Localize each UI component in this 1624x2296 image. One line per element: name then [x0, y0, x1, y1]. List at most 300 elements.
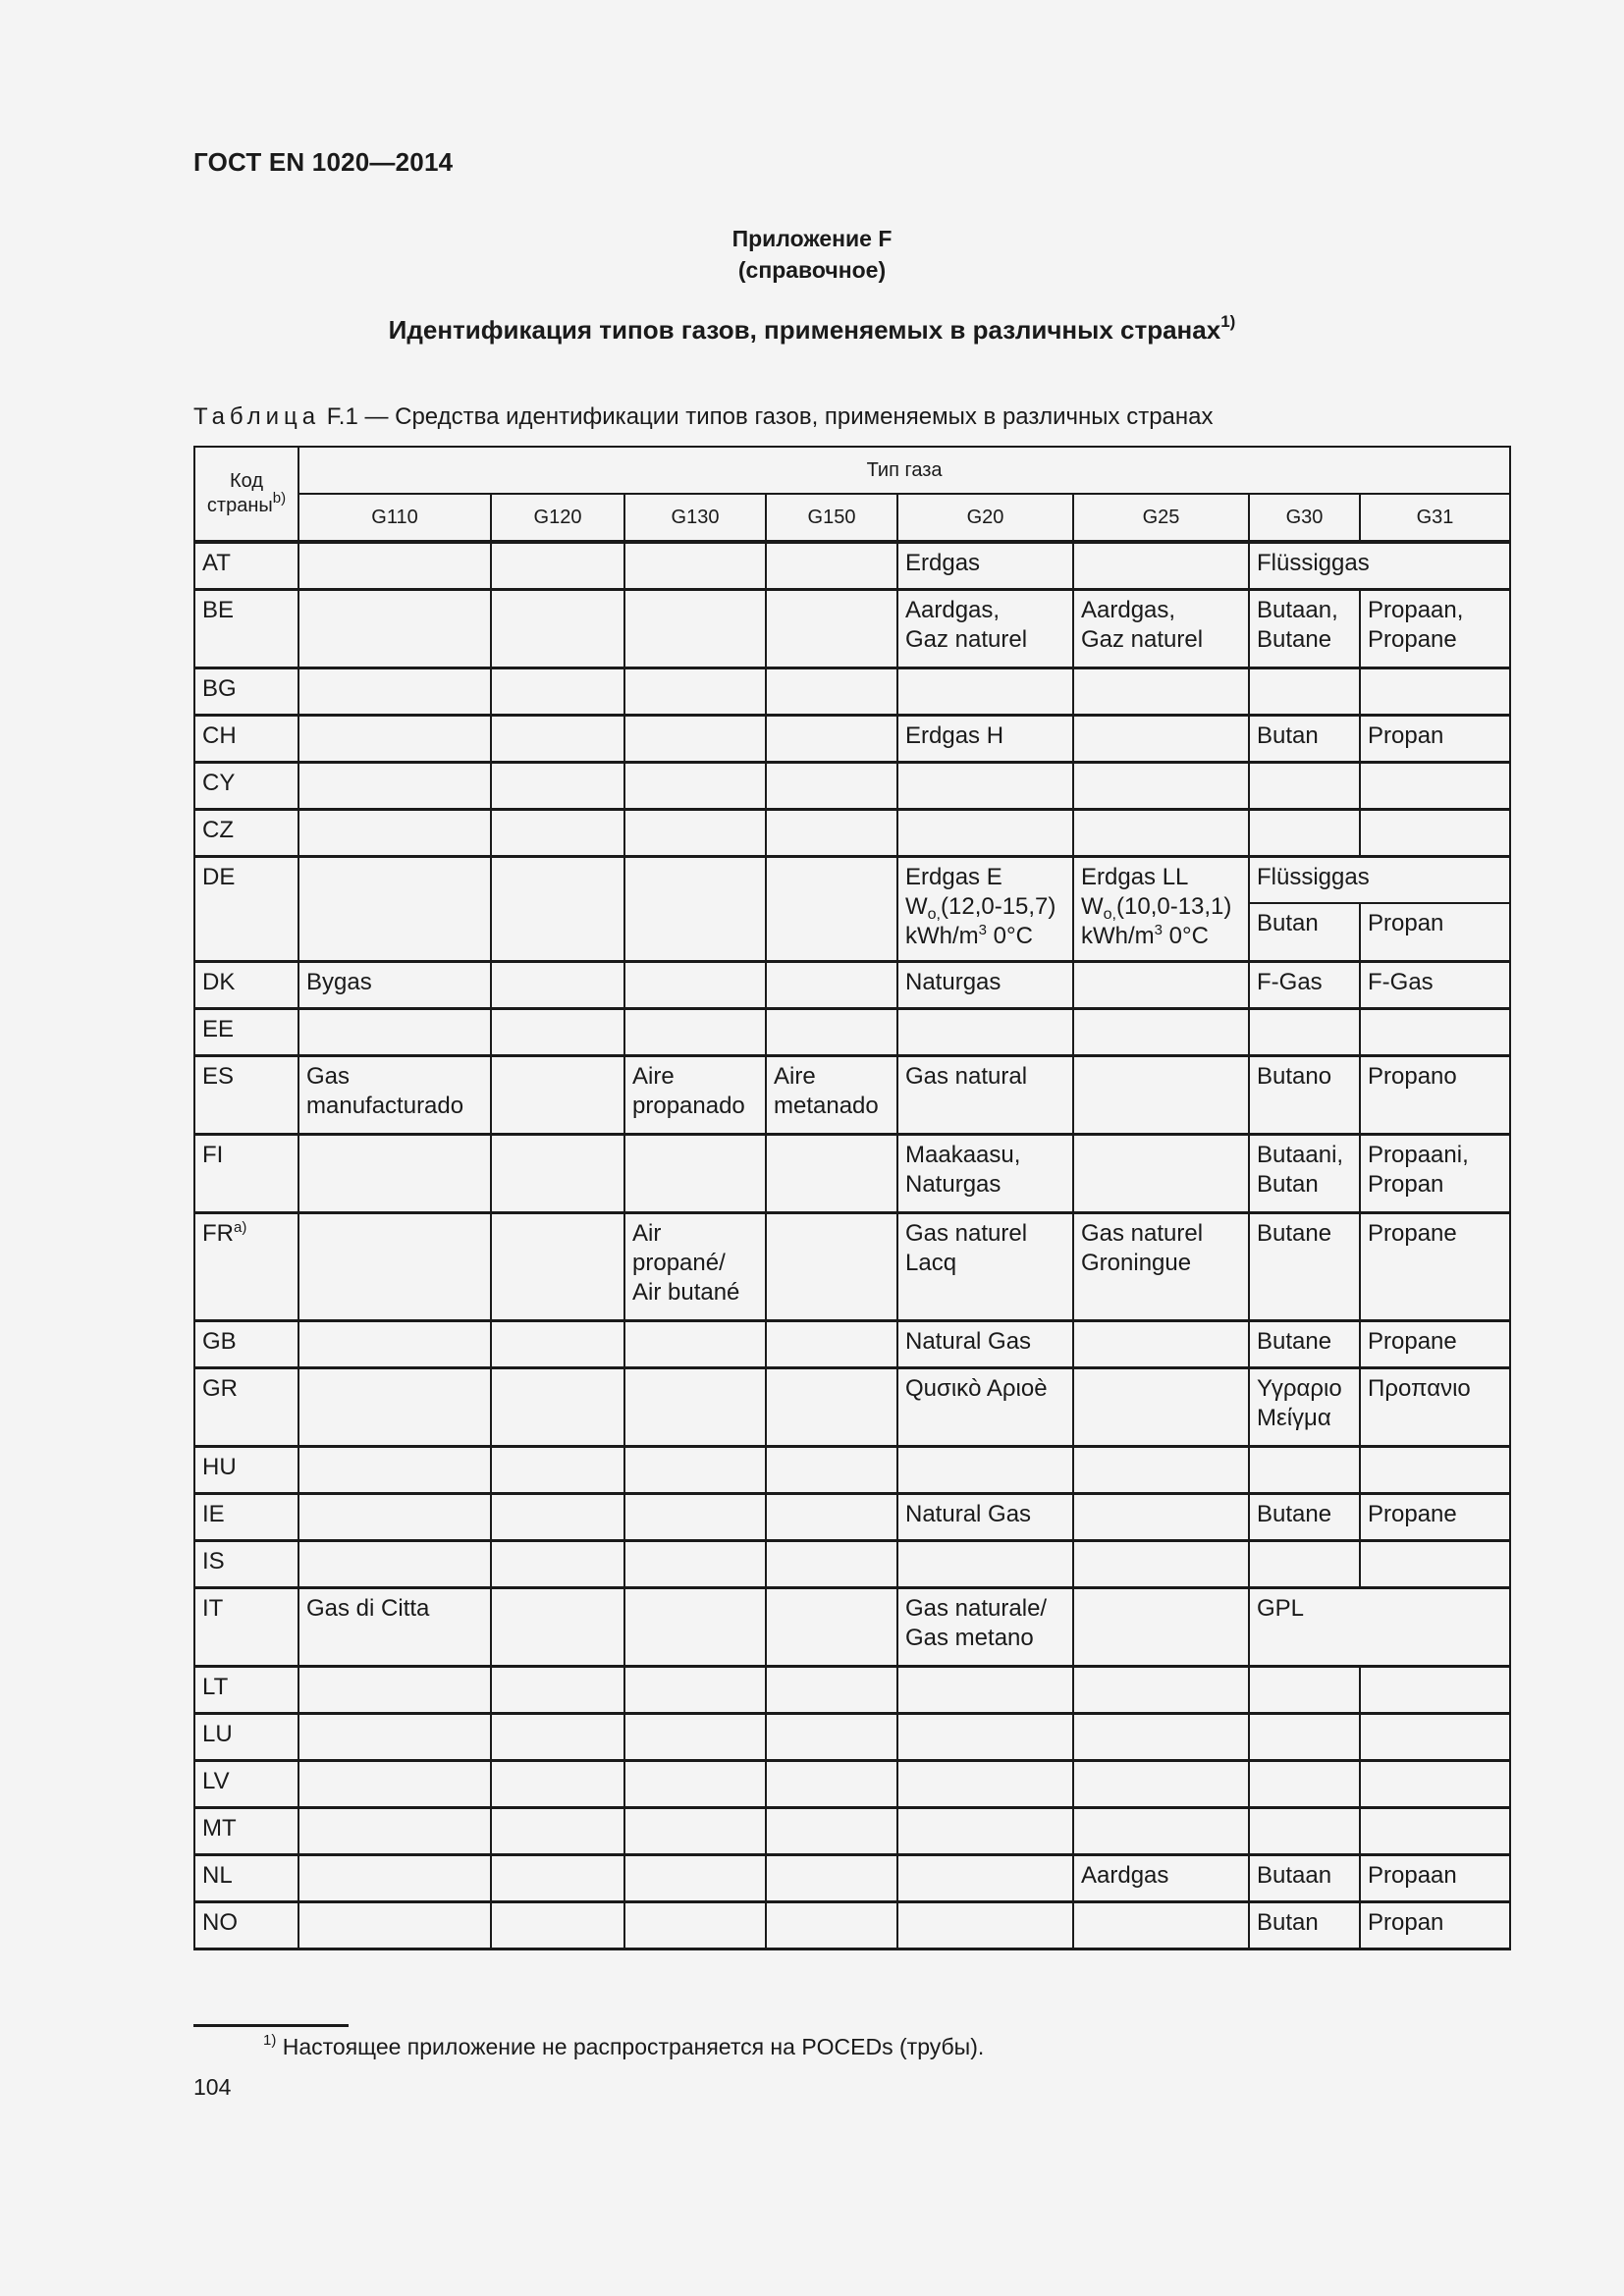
table-row [194, 1446, 1510, 1493]
g30-cell: F-Gas [1249, 961, 1360, 1008]
g20-cell: Aardgas, Gaz naturel [897, 589, 1073, 667]
g20-cell [897, 1854, 1073, 1901]
g20-cell: Erdgas H [897, 715, 1073, 762]
table-row [194, 856, 1510, 903]
country-code: IE [202, 1500, 225, 1527]
g130-cell [624, 1540, 766, 1587]
g30-g31-cell: Flüssiggas [1249, 542, 1510, 589]
table-row [194, 1055, 1510, 1134]
g120-cell [491, 1807, 624, 1854]
table-row [194, 589, 1510, 667]
g130-cell [624, 1760, 766, 1807]
g20-cell [897, 762, 1073, 809]
g20-cell [897, 809, 1073, 856]
footnote-mark: 1) [263, 2032, 277, 2049]
g30-cell: Butano [1249, 1055, 1360, 1134]
column-header-g25: G25 [1073, 494, 1249, 542]
g150-cell [766, 1367, 897, 1446]
measure-name: Erdgas LL [1081, 863, 1189, 890]
g110-cell [298, 1134, 491, 1212]
g150-cell [766, 961, 897, 1008]
g30-cell: Butaan, Butane [1249, 589, 1360, 667]
table-row [194, 1212, 1510, 1320]
g150-cell [766, 1212, 897, 1320]
country-code-cell [194, 542, 298, 589]
g120-cell [491, 1854, 624, 1901]
country-code: BE [202, 596, 235, 623]
g20-cell: Natural Gas [897, 1493, 1073, 1540]
country-code-header [194, 447, 298, 542]
country-code: GR [202, 1374, 238, 1402]
g150-cell [766, 809, 897, 856]
g31-cell [1360, 1807, 1510, 1854]
table-caption-prefix: Таблица [193, 403, 321, 430]
g30-cell [1249, 1760, 1360, 1807]
g20-cell: Gas natural [897, 1055, 1073, 1134]
country-code-note: a) [234, 1218, 247, 1236]
g25-cell: Gas naturel Groningue [1073, 1212, 1249, 1320]
g30-cell: Butane [1249, 1320, 1360, 1367]
country-code: ES [202, 1062, 235, 1090]
g20-cell: Natural Gas [897, 1320, 1073, 1367]
g20-cell [897, 856, 1073, 961]
table-row [194, 1134, 1510, 1212]
g150-cell [766, 1854, 897, 1901]
g25-cell [1073, 1320, 1249, 1367]
g130-cell [624, 1587, 766, 1666]
country-code: GB [202, 1327, 237, 1355]
g20-cell: Gas naturel Lacq [897, 1212, 1073, 1320]
g130-cell [624, 1008, 766, 1055]
country-code: LT [202, 1673, 229, 1700]
measure-temp: 0°C [987, 922, 1033, 949]
g31-cell [1360, 762, 1510, 809]
g31-cell [1360, 1760, 1510, 1807]
g110-cell [298, 1008, 491, 1055]
g20-cell: Maakaasu, Naturgas [897, 1134, 1073, 1212]
country-code-cell [194, 1055, 298, 1134]
country-code-cell [194, 589, 298, 667]
table-caption [193, 403, 1213, 431]
country-code-cell [194, 1540, 298, 1587]
g150-cell: Aire metanado [766, 1055, 897, 1134]
footnote-text: Настоящее приложение не распространяется на POCEDs (трубы). [282, 2034, 985, 2059]
g20-cell [897, 1008, 1073, 1055]
g150-cell [766, 1760, 897, 1807]
g110-cell [298, 809, 491, 856]
g110-cell [298, 1446, 491, 1493]
g120-cell [491, 1446, 624, 1493]
g150-cell [766, 856, 897, 961]
g30-cell [1249, 809, 1360, 856]
g130-cell [624, 1713, 766, 1760]
g31-cell: Propan [1360, 715, 1510, 762]
table-row [194, 1367, 1510, 1446]
g25-cell [1073, 1493, 1249, 1540]
g31-cell [1360, 1713, 1510, 1760]
g120-cell [491, 1760, 624, 1807]
column-header-g30: G30 [1249, 494, 1360, 542]
g20-cell [897, 1713, 1073, 1760]
g25-cell: Aardgas, Gaz naturel [1073, 589, 1249, 667]
table-row [194, 1807, 1510, 1854]
column-header-g20: G20 [897, 494, 1073, 542]
g120-cell [491, 1008, 624, 1055]
g120-cell [491, 1212, 624, 1320]
table-row [194, 1493, 1510, 1540]
g30-cell [1249, 1713, 1360, 1760]
g150-cell [766, 667, 897, 715]
g110-cell [298, 542, 491, 589]
country-code: BG [202, 674, 237, 702]
g30-cell: Butaan [1249, 1854, 1360, 1901]
g20-cell: Naturgas [897, 961, 1073, 1008]
g25-cell [1073, 1587, 1249, 1666]
annex-title-text: Идентификация типов газов, применяемых в различных странах [388, 315, 1221, 345]
g25-cell [1073, 1666, 1249, 1713]
measure-temp: 0°C [1163, 922, 1209, 949]
g20-cell [897, 1446, 1073, 1493]
g30-cell: Butane [1249, 1493, 1360, 1540]
g25-cell [1073, 961, 1249, 1008]
g25-cell [1073, 1760, 1249, 1807]
g120-cell [491, 1134, 624, 1212]
g120-cell [491, 589, 624, 667]
g20-cell [897, 1760, 1073, 1807]
g120-cell [491, 667, 624, 715]
country-code: NO [202, 1908, 238, 1936]
g110-cell [298, 1212, 491, 1320]
g130-cell [624, 856, 766, 961]
table-row [194, 1587, 1510, 1666]
measure-w-sub: o, [1103, 905, 1116, 923]
g130-cell [624, 961, 766, 1008]
country-code-cell [194, 1587, 298, 1666]
measure-unit: kWh/m [1081, 922, 1155, 949]
g110-cell: Bygas [298, 961, 491, 1008]
country-code-header-note: b) [272, 490, 287, 507]
country-code: CH [202, 721, 237, 749]
country-code-cell [194, 1134, 298, 1212]
g150-cell [766, 1446, 897, 1493]
g25-cell [1073, 809, 1249, 856]
country-code-header-text: Код страны [206, 470, 273, 516]
measure-unit-sup: 3 [978, 921, 988, 938]
g25-cell [1073, 856, 1249, 961]
country-code: LU [202, 1720, 233, 1747]
g120-cell [491, 1367, 624, 1446]
g31-cell [1360, 809, 1510, 856]
country-code: AT [202, 550, 231, 576]
country-code-cell [194, 1807, 298, 1854]
g25-cell [1073, 1446, 1249, 1493]
table-row [194, 667, 1510, 715]
footnote-divider [193, 2024, 349, 2027]
country-code-cell: DE [194, 856, 298, 961]
g30-cell [1249, 1008, 1360, 1055]
g120-cell [491, 856, 624, 961]
g120-cell [491, 1055, 624, 1134]
annex-title-note: 1) [1220, 312, 1236, 331]
g110-cell [298, 715, 491, 762]
g150-cell [766, 1587, 897, 1666]
table-row [194, 809, 1510, 856]
table-row [194, 1666, 1510, 1713]
g31-cell [1360, 1666, 1510, 1713]
g30-cell: Υγραριο Μείγμα [1249, 1367, 1360, 1446]
footnote [263, 2034, 984, 2060]
g130-cell [624, 1493, 766, 1540]
g130-cell [624, 1367, 766, 1446]
annex-title [0, 312, 1624, 346]
measure-w-sub: o, [927, 905, 941, 923]
g120-cell [491, 1493, 624, 1540]
g130-cell [624, 809, 766, 856]
g150-cell [766, 1320, 897, 1367]
measure-w: W [1081, 892, 1104, 920]
measure-range: (12,0-15,7) [941, 892, 1056, 920]
country-code-cell [194, 1367, 298, 1446]
table-row [194, 1854, 1510, 1901]
country-code-cell [194, 1320, 298, 1367]
column-header-g150: G150 [766, 494, 897, 542]
country-code-cell [194, 1008, 298, 1055]
g31-cell: Propaan [1360, 1854, 1510, 1901]
country-code: HU [202, 1453, 237, 1480]
g130-cell [624, 1807, 766, 1854]
country-code: CY [202, 769, 236, 796]
g150-cell [766, 1134, 897, 1212]
country-code-cell [194, 715, 298, 762]
g20-cell [897, 1901, 1073, 1949]
g110-cell [298, 1713, 491, 1760]
g150-cell [766, 542, 897, 589]
g25-cell [1073, 762, 1249, 809]
country-code-cell [194, 1760, 298, 1807]
g120-cell [491, 1666, 624, 1713]
g31-cell: Propane [1360, 1212, 1510, 1320]
g31-cell [1360, 1446, 1510, 1493]
country-code: NL [202, 1861, 233, 1889]
g30-cell [1249, 667, 1360, 715]
g31-cell [1360, 1540, 1510, 1587]
g120-cell [491, 961, 624, 1008]
country-code: LV [202, 1767, 230, 1794]
g130-cell [624, 1901, 766, 1949]
g150-cell [766, 1008, 897, 1055]
country-code: DK [202, 968, 236, 995]
country-code-cell [194, 1666, 298, 1713]
g150-cell [766, 1493, 897, 1540]
table-row [194, 542, 1510, 589]
g25-cell [1073, 667, 1249, 715]
table-row [194, 1760, 1510, 1807]
gas-identification-table [193, 446, 1511, 1950]
g150-cell [766, 762, 897, 809]
g30-cell [1249, 762, 1360, 809]
column-header-g130: G130 [624, 494, 766, 542]
g120-cell [491, 1901, 624, 1949]
column-header-g120: G120 [491, 494, 624, 542]
g120-cell [491, 1540, 624, 1587]
g110-cell [298, 856, 491, 961]
table-body [194, 542, 1510, 1949]
g130-cell [624, 1854, 766, 1901]
measure-unit: kWh/m [905, 922, 979, 949]
g120-cell [491, 1320, 624, 1367]
country-code-cell [194, 667, 298, 715]
page-number: 104 [193, 2074, 232, 2100]
measure-w: W [905, 892, 928, 920]
g30-cell [1249, 1666, 1360, 1713]
column-header-g31: G31 [1360, 494, 1510, 542]
table-row [194, 1008, 1510, 1055]
g150-cell [766, 1901, 897, 1949]
g20-cell: Quσικò Aριoè [897, 1367, 1073, 1446]
g30-cell [1249, 1446, 1360, 1493]
g30-cell: Butaani, Butan [1249, 1134, 1360, 1212]
g130-cell [624, 715, 766, 762]
g110-cell [298, 762, 491, 809]
g130-cell [624, 1134, 766, 1212]
g130-cell [624, 542, 766, 589]
g25-cell [1073, 1367, 1249, 1446]
g150-cell [766, 1540, 897, 1587]
g30-g31-cell: Flüssiggas [1249, 856, 1510, 903]
country-code: IT [202, 1594, 224, 1622]
country-code-cell [194, 1212, 298, 1320]
g25-cell [1073, 1540, 1249, 1587]
table-row [194, 1713, 1510, 1760]
g30-cell: Butane [1249, 1212, 1360, 1320]
g120-cell [491, 1713, 624, 1760]
country-code-cell [194, 1854, 298, 1901]
g25-cell [1073, 1008, 1249, 1055]
g130-cell [624, 667, 766, 715]
g25-cell [1073, 1055, 1249, 1134]
measure-range: (10,0-13,1) [1116, 892, 1232, 920]
g150-cell [766, 1666, 897, 1713]
g25-cell [1073, 1807, 1249, 1854]
g20-cell: Erdgas [897, 542, 1073, 589]
country-code: MT [202, 1814, 237, 1842]
g110-cell [298, 1901, 491, 1949]
g30-cell: Butan [1249, 715, 1360, 762]
g130-cell [624, 1446, 766, 1493]
country-code-cell [194, 1493, 298, 1540]
table-row [194, 1901, 1510, 1949]
country-code-cell [194, 961, 298, 1008]
country-code: EE [202, 1015, 235, 1042]
country-code: CZ [202, 816, 234, 843]
g110-cell [298, 1367, 491, 1446]
g31-cell: Propane [1360, 1493, 1510, 1540]
g25-cell [1073, 1901, 1249, 1949]
g110-cell: Gas di Citta [298, 1587, 491, 1666]
country-code: FR [202, 1219, 234, 1247]
g130-cell [624, 1666, 766, 1713]
g31-cell: Propano [1360, 1055, 1510, 1134]
table-row [194, 715, 1510, 762]
country-code-cell [194, 1901, 298, 1949]
g120-cell [491, 762, 624, 809]
country-code: FI [202, 1141, 224, 1168]
table-caption-text: F.1 — Средства идентификации типов газов, применяемых в различных странах [320, 403, 1214, 430]
g25-cell [1073, 542, 1249, 589]
g30-cell: Butan [1249, 1901, 1360, 1949]
g150-cell [766, 715, 897, 762]
g110-cell [298, 1807, 491, 1854]
g20-cell [897, 1666, 1073, 1713]
annex-type: (справочное) [737, 257, 887, 283]
g31-cell [1360, 667, 1510, 715]
table-row [194, 762, 1510, 809]
g110-cell: Gas manufacturado [298, 1055, 491, 1134]
g25-cell [1073, 715, 1249, 762]
annex-label: Приложение F [731, 226, 893, 251]
g30-cell [1249, 1807, 1360, 1854]
country-code-cell [194, 762, 298, 809]
g130-cell: Air propané/ Air butané [624, 1212, 766, 1320]
g120-cell [491, 1587, 624, 1666]
table-row [194, 1320, 1510, 1367]
g110-cell [298, 1854, 491, 1901]
g31-cell: Propan [1360, 1901, 1510, 1949]
g130-cell [624, 589, 766, 667]
g110-cell [298, 1320, 491, 1367]
g31-cell: Propan [1360, 903, 1510, 961]
country-code-cell [194, 1713, 298, 1760]
g150-cell [766, 589, 897, 667]
g20-cell: Gas naturale/ Gas metano [897, 1587, 1073, 1666]
g110-cell [298, 667, 491, 715]
gas-type-header: Тип газа [298, 447, 1510, 494]
table-header [194, 447, 1510, 542]
g31-cell [1360, 1008, 1510, 1055]
g120-cell [491, 715, 624, 762]
g31-cell: Propaani, Propan [1360, 1134, 1510, 1212]
g130-cell [624, 762, 766, 809]
g25-cell: Aardgas [1073, 1854, 1249, 1901]
table-row [194, 1540, 1510, 1587]
country-code-cell [194, 809, 298, 856]
g25-cell [1073, 1134, 1249, 1212]
g20-cell [897, 1807, 1073, 1854]
g150-cell [766, 1713, 897, 1760]
g20-cell [897, 1540, 1073, 1587]
g110-cell [298, 1493, 491, 1540]
g150-cell [766, 1807, 897, 1854]
table-row [194, 961, 1510, 1008]
country-code-cell [194, 1446, 298, 1493]
g31-cell: F-Gas [1360, 961, 1510, 1008]
g30-g31-cell: GPL [1249, 1587, 1510, 1666]
g31-cell: Propane [1360, 1320, 1510, 1367]
column-header-g110: G110 [298, 494, 491, 542]
g120-cell [491, 809, 624, 856]
g110-cell [298, 1666, 491, 1713]
document-code: ГОСТ EN 1020—2014 [193, 147, 454, 177]
g30-cell [1249, 1540, 1360, 1587]
g20-cell [897, 667, 1073, 715]
g110-cell [298, 589, 491, 667]
country-code: IS [202, 1547, 225, 1575]
g31-cell: Προπανιο [1360, 1367, 1510, 1446]
g110-cell [298, 1760, 491, 1807]
measure-unit-sup: 3 [1154, 921, 1164, 938]
g25-cell [1073, 1713, 1249, 1760]
g110-cell [298, 1540, 491, 1587]
